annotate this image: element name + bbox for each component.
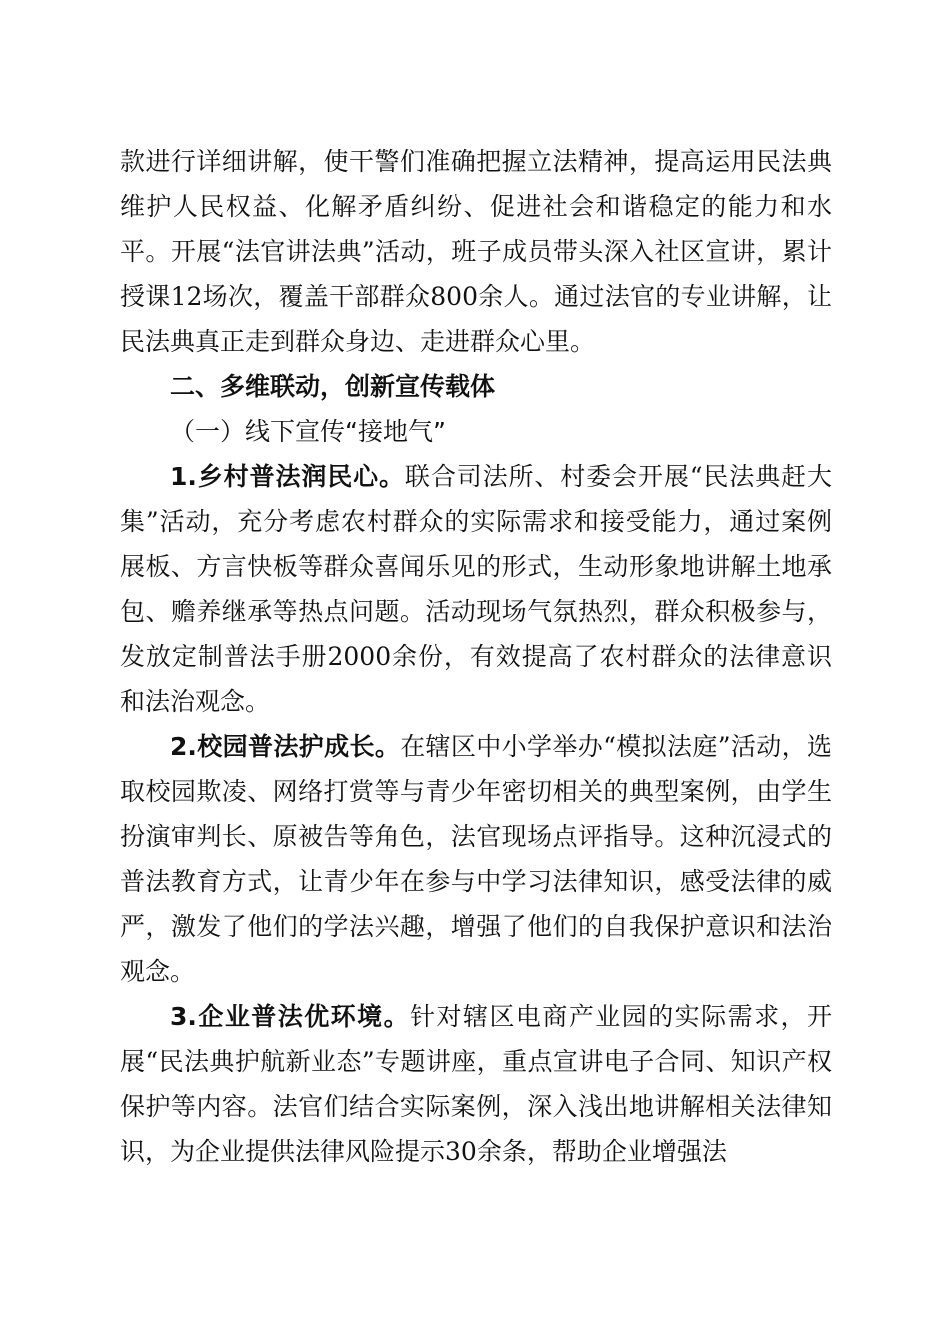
section-heading: 二、多维联动，创新宣传载体	[170, 372, 496, 401]
document-body	[120, 139, 832, 1174]
item-enterprise-lead: 3.企业普法优环境。	[170, 1002, 411, 1031]
item-campus-lead: 2.校园普法护成长。	[170, 732, 401, 761]
intro-paragraph: 款进行详细讲解，使干警们准确把握立法精神，提高运用民法典维护人民权益、化解矛盾纠纷、促进社会和谐稳定的能力和水平。开展“法官讲法典”活动，班子成员带头深入社区宣讲，累计授课12场次，覆盖干部群众800余人。通过法官的专业讲解，让民法典真正走到群众身边、走进群众心里。	[120, 147, 832, 356]
item-campus	[120, 724, 832, 994]
item-enterprise-body: 针对辖区电商产业园的实际需求，开展“民法典护航新业态”专题讲座，重点宣讲电子合同、知识产权保护等内容。法官们结合实际案例，深入浅出地讲解相关法律知识，为企业提供法律风险提示30余条，帮助企业增强法	[120, 1002, 832, 1166]
subsection-heading: （一）线下宣传“接地气”	[170, 417, 446, 446]
item-rural-body: 联合司法所、村委会开展“民法典赶大集”活动，充分考虑农村群众的实际需求和接受能力，通过案例展板、方言快板等群众喜闻乐见的形式，生动形象地讲解土地承包、赡养继承等热点问题。活动现场气氛热烈，群众积极参与，发放定制普法手册2000余份，有效提高了农村群众的法律意识和法治观念。	[120, 462, 832, 716]
item-campus-body: 在辖区中小学举办“模拟法庭”活动，选取校园欺凌、网络打赏等与青少年密切相关的典型案例，由学生扮演审判长、原被告等角色，法官现场点评指导。这种沉浸式的普法教育方式，让青少年在参与中学习法律知识，感受法律的威严，激发了他们的学法兴趣，增强了他们的自我保护意识和法治观念。	[120, 732, 832, 986]
item-rural-lead: 1.乡村普法润民心。	[170, 462, 405, 491]
item-rural	[120, 454, 832, 724]
item-enterprise	[120, 994, 832, 1174]
